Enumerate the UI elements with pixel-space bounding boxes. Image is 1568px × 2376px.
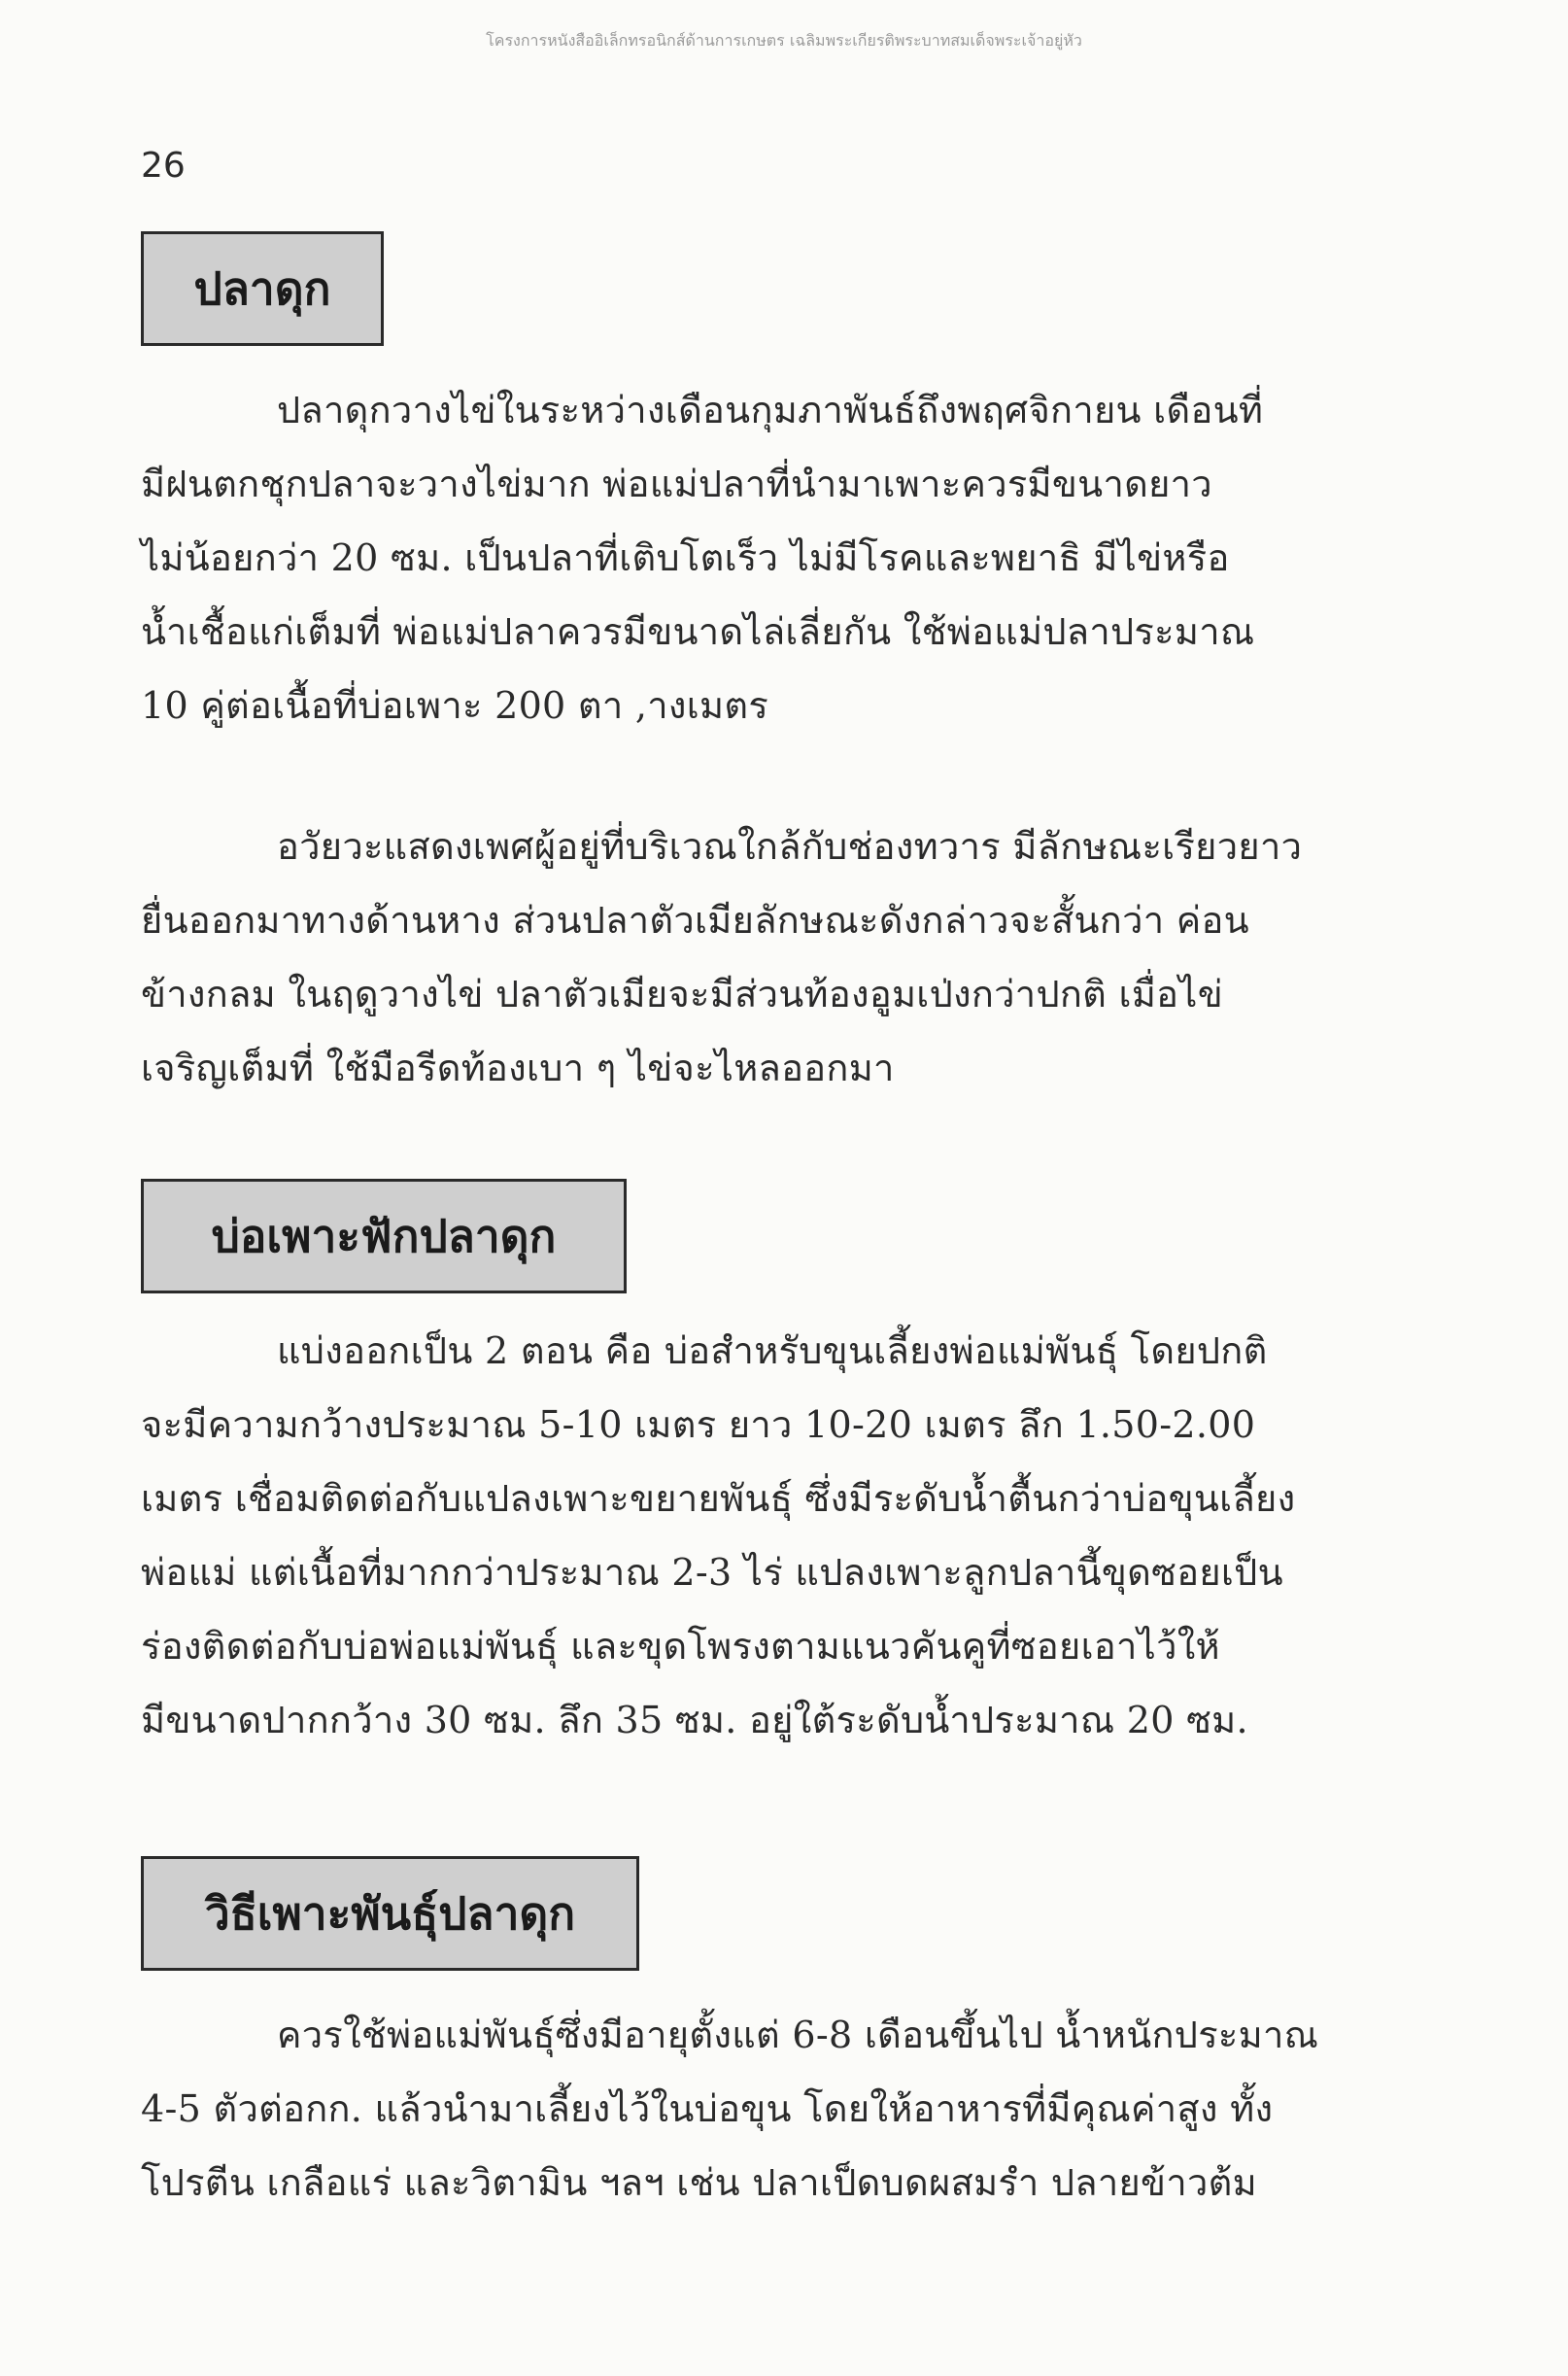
section-heading-pla-duk: ปลาดุก (141, 231, 384, 346)
text-line: 10 คู่ต่อเนื้อที่บ่อเพาะ 200 ตา ,างเมตร (141, 684, 769, 727)
text-line: ไม่น้อยกว่า 20 ซม. เป็นปลาที่เติบโตเร็ว ไม่มีโรคและพยาธิ มีไข่หรือ (141, 536, 1230, 579)
text-line: 4-5 ตัวต่อกก. แล้วนำมาเลี้ยงไว้ในบ่อขุน โดยให้อาหารที่มีคุณค่าสูง ทั้ง (141, 2087, 1274, 2130)
text-line: จะมีความกว้างประมาณ 5-10 เมตร ยาว 10-20 เมตร ลึก 1.50-2.00 (141, 1403, 1256, 1446)
text-line: โปรตีน เกลือแร่ และวิตามิน ฯลฯ เช่น ปลาเป็ดบดผสมรำ ปลายข้าวต้ม (141, 2161, 1257, 2204)
text-line: อวัยวะแสดงเพศผู้อยู่ที่บริเวณใกล้กับช่องทวาร มีลักษณะเรียวยาว (277, 825, 1303, 868)
text-line: ปลาดุกวางไข่ในระหว่างเดือนกุมภาพันธ์ถึงพฤศจิกายน เดือนที่ (277, 389, 1264, 431)
paragraph (141, 809, 1423, 1105)
section-heading-breeding-method: วิธีเพาะพันธุ์ปลาดุก (141, 1856, 639, 1971)
text-line: น้ำเชื้อแก่เต็มที่ พ่อแม่ปลาควรมีขนาดไล่เลี่ยกัน ใช้พ่อแม่ปลาประมาณ (141, 610, 1255, 653)
text-line: แบ่งออกเป็น 2 ตอน คือ บ่อสำหรับขุนเลี้ยงพ่อแม่พันธุ์ โดยปกติ (277, 1329, 1268, 1372)
text-line: ยื่นออกมาทางด้านหาง ส่วนปลาตัวเมียลักษณะดังกล่าวจะสั้นกว่า ค่อน (141, 899, 1249, 942)
paragraph (141, 373, 1423, 742)
page-number: 26 (141, 146, 186, 186)
text-line: พ่อแม่ แต่เนื้อที่มากกว่าประมาณ 2-3 ไร่ แปลงเพาะลูกปลานี้ขุดซอยเป็น (141, 1551, 1283, 1594)
text-line: มีขนาดปากกว้าง 30 ซม. ลึก 35 ซม. อยู่ใต้ระดับน้ำประมาณ 20 ซม. (141, 1699, 1248, 1741)
text-line: ร่องติดต่อกับบ่อพ่อแม่พันธุ์ และขุดโพรงตามแนวคันคูที่ซอยเอาไว้ให้ (141, 1625, 1220, 1668)
section-heading-nursery-pond: บ่อเพาะฟักปลาดุก (141, 1179, 627, 1293)
text-line: ข้างกลม ในฤดูวางไข่ ปลาตัวเมียจะมีส่วนท้องอูมเป่งกว่าปกติ เมื่อไข่ (141, 973, 1223, 1016)
running-header: โครงการหนังสืออิเล็กทรอนิกส์ด้านการเกษตร เฉลิมพระเกียรติพระบาทสมเด็จพระเจ้าอยู่หัว (486, 31, 1082, 50)
paragraph (141, 1314, 1423, 1757)
text-line: เจริญเต็มที่ ใช้มือรีดท้องเบา ๆ ไข่จะไหลออกมา (141, 1047, 895, 1089)
text-line: ควรใช้พ่อแม่พันธุ์ซึ่งมีอายุตั้งแต่ 6-8 เดือนขึ้นไป น้ำหนักประมาณ (277, 2014, 1319, 2056)
paragraph (141, 1998, 1423, 2220)
text-line: เมตร เชื่อมติดต่อกับแปลงเพาะขยายพันธุ์ ซึ่งมีระดับน้ำตื้นกว่าบ่อขุนเลี้ยง (141, 1477, 1296, 1520)
text-line: มีฝนตกชุกปลาจะวางไข่มาก พ่อแม่ปลาที่นำมาเพาะควรมีขนาดยาว (141, 463, 1212, 505)
